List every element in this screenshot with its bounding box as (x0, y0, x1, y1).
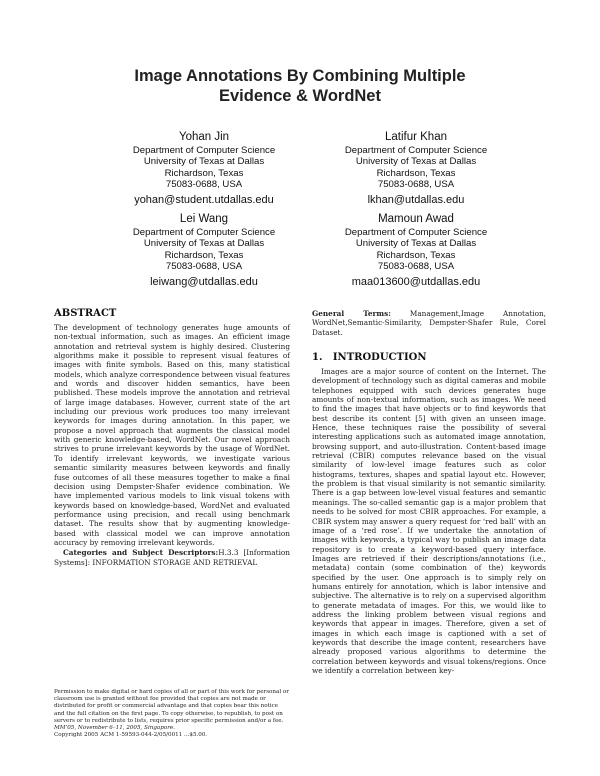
title-line-1: Image Annotations By Combining Multiple (134, 67, 466, 85)
categories-paragraph (54, 548, 290, 567)
author-name: Yohan Jin (178, 131, 230, 143)
abstract-text: The development of technology generates huge amounts of non-textual information, such as images. An efficient image annotation and retrieval system is highly desired. Clustering algorithms make it possible to represent visual features of images with finite symbols. Based on this, many statistical models, which analyze correspondence between visual features and words and discover hidden semantics, have been published. These models improve the annotation and retrieval of large image databases. However, current state of the art including our previous work produces too many irrelevant keywords for images during annotation. In this paper, we propose a novel approach that augments the classical model with generic knowledge-based, WordNet. Our novel approach strives to prune irrelevant keywords by the usage of WordNet. To identify irrelevant keywords, we investigate various semantic similarity measures between keywords and finally fuse outcomes of all these measures together to make a final decision using Dempster-Shafer evidence combination. We have implemented various models to link visual tokens with keywords based on knowledge-based, WordNet and evaluated performance using precision, and recall using benchmark dataset. The results show that by augmenting knowledge-based with classical model we can improve annotation accuracy by removing irrelevant keywords. (54, 323, 290, 547)
general-terms-paragraph (312, 309, 546, 337)
author-city: Richardson, Texas (376, 167, 456, 179)
author-zip: 75083-0688, USA (377, 179, 455, 191)
general-terms-label: General Terms: (312, 309, 391, 318)
general-terms (312, 309, 546, 337)
categories-label: Categories and Subject Descriptors: (63, 548, 219, 558)
author-dept: Department of Computer Science (344, 145, 488, 156)
footnote-permission: Permission to make digital or hard copies of all or part of this work for personal or classroom use is granted without fee provided that copies are not made or distributed for profit or commercial advantage and that copies bear this notice and the full citation on the first page. To copy otherwise, to republish, to post on servers or to redistribute to lists, requires prior specific permission and/or a fee. (54, 689, 289, 724)
author-univ: University of Texas at Dallas (143, 156, 265, 168)
author-zip: 75083-0688, USA (165, 179, 243, 191)
author-block (296, 212, 536, 289)
author-email: yohan@student.utdallas.edu (134, 193, 274, 206)
author-name: Latifur Khan (384, 131, 447, 143)
categories-text: H.3.3 [Information Systems]: INFORMATION STORAGE AND RETRIEVAL (54, 548, 290, 567)
author-univ: University of Texas at Dallas (143, 238, 265, 250)
author-name: Lei Wang (179, 213, 229, 225)
author-dept: Department of Computer Science (132, 227, 276, 238)
title-line-2: Evidence & WordNet (219, 87, 381, 105)
footnote-copyright: Copyright 2005 ACM 1-59593-044-2/05/0011 ...$5.00. (54, 732, 208, 739)
author-city: Richardson, Texas (164, 167, 244, 179)
general-terms-text: Management,Image Annotation, WordNet,Semantic-Similarity, Dempster-Shafer Rule, Corel Dataset. (312, 309, 546, 337)
author-dept: Department of Computer Science (344, 227, 488, 238)
author-dept: Department of Computer Science (132, 145, 276, 156)
author-email: maa013600@utdallas.edu (351, 275, 481, 288)
author-email: lkhan@utdallas.edu (367, 193, 465, 206)
footnote-conference: MM’05, November 6–11, 2005, Singapore. (54, 725, 175, 732)
author-block (84, 130, 324, 207)
author-univ: University of Texas at Dallas (355, 238, 477, 250)
author-name: Mamoun Awad (378, 213, 454, 225)
author-city: Richardson, Texas (376, 249, 456, 261)
introduction-text: Images are a major source of content on the Internet. The development of technology such as digital cameras and mobile telephones equipped with such devices generates huge amounts of non-textual information, such as images. We need to find the images that have objects or to find keywords that best describe its content [5] with given an unseen image. Hence, these techniques raise the possibility of several interesting applications such as automated image annotation, browsing support, and auto-illustration. Content-based image retrieval (CBIR) computes relevance based on the visual similarity of low-level image features such as color histograms, textures, shapes and spatial layout etc. However, the problem is that visual similarity is not semantic similarity. There is a gap between low-level visual features and semantic meanings. The so-called semantic gap is a major problem that needs to be solved for most CBIR approaches. For example, a CBIR system may answer a query request for ‘red ball’ with an image of a ‘red rose’. If we undertake the annotation of images with keywords, a typical way to publish an image data repository is to create a keyword-based query interface. Images are retrieved if their descriptions/annotations (i.e., metadata) contain (some combination of the) keywords specified by the user. One approach is to simply rely on humans entirely for annotation, which is labor intensive and subjective. The alternative is to rely on a supervised algorithm to generate metadata of images. For this, we would like to address the linking problem between visual regions and keywords that appear in images. Therefore, given a set of images in which each image is captioned with a set of keywords that describe the image content, researchers have already proposed various algorithms to determine the correlation between keywords and visual tokens/regions. Once we identify a correlation between key- (312, 367, 546, 675)
copyright-footnote (54, 689, 290, 739)
abstract-heading: ABSTRACT (54, 308, 117, 319)
author-city: Richardson, Texas (164, 249, 244, 261)
introduction-body (312, 367, 546, 675)
author-zip: 75083-0688, USA (377, 261, 455, 273)
abstract-body (54, 323, 290, 567)
author-univ: University of Texas at Dallas (355, 156, 477, 168)
author-email: leiwang@utdallas.edu (150, 275, 258, 288)
author-block (84, 212, 324, 289)
introduction-heading: 1. INTRODUCTION (312, 352, 427, 363)
author-zip: 75083-0688, USA (165, 261, 243, 273)
paper-title (0, 66, 600, 106)
author-block (296, 130, 536, 207)
